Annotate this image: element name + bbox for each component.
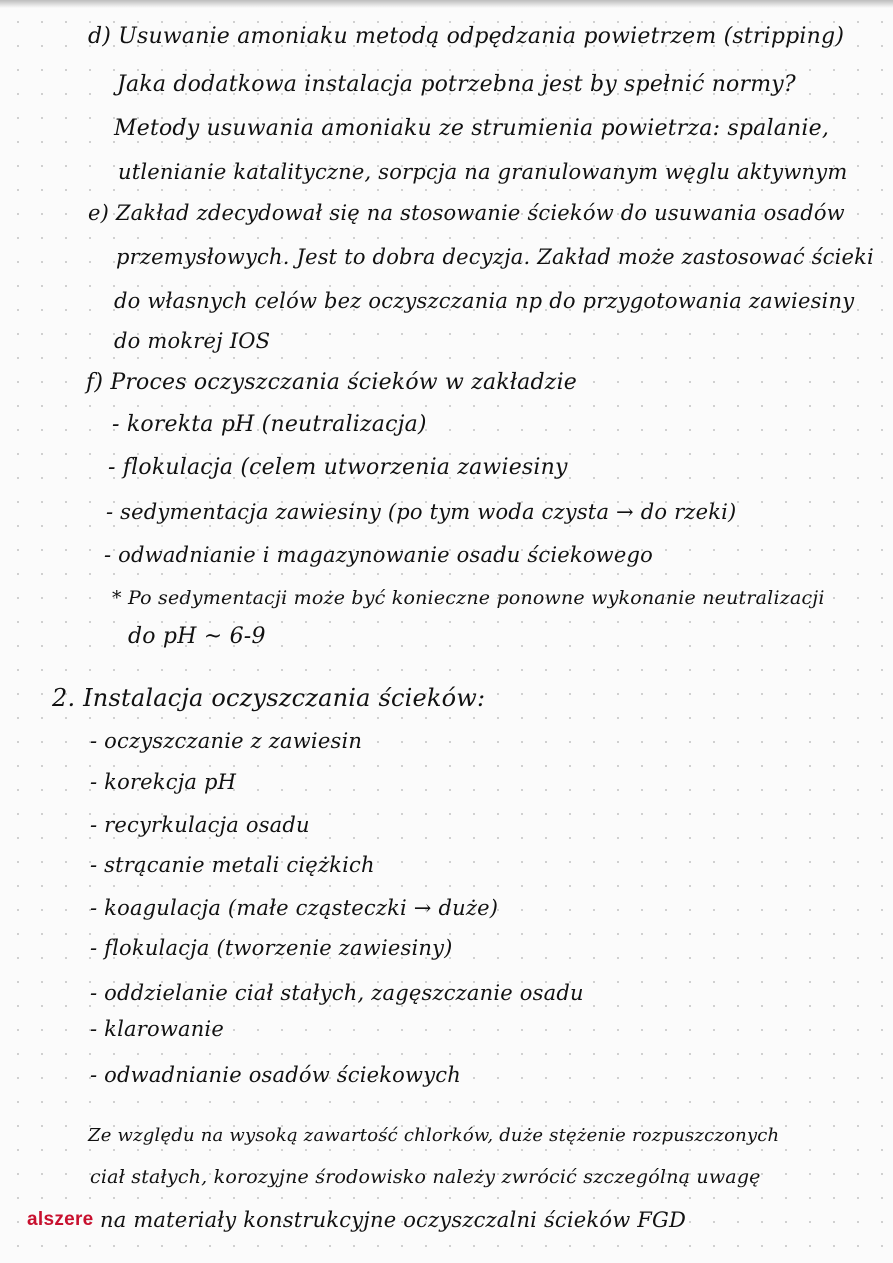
page-top-edge xyxy=(0,0,893,8)
text-line: Metody usuwania amoniaku ze strumienia powietrza: spalanie, xyxy=(114,116,830,141)
list-item: - oczyszczanie z zawiesin xyxy=(90,729,363,753)
text-line: Jaka dodatkowa instalacja potrzebna jest by spełnić normy? xyxy=(117,72,796,97)
note-line: * Po sedymentacji może być konieczne ponowne wykonanie neutralizacji xyxy=(112,587,825,609)
text-line: na materiały konstrukcyjne oczyszczalni ścieków FGD xyxy=(100,1208,687,1232)
list-item: - odwadnianie osadów ściekowych xyxy=(90,1063,461,1087)
list-item: - sedymentacja zawiesiny (po tym woda czysta → do rzeki) xyxy=(106,500,737,524)
text-line: Ze względu na wysoką zawartość chlorków, duże stężenie rozpuszczonych xyxy=(88,1125,780,1146)
watermark-logo: alszere xyxy=(27,1209,94,1230)
list-item: - koagulacja (małe cząsteczki → duże) xyxy=(90,896,499,920)
text-line: utlenianie katalityczne, sorpcja na granulowanym węglu aktywnym xyxy=(118,160,848,184)
note-line: do pH ~ 6-9 xyxy=(128,624,266,649)
text-line: przemysłowych. Jest to dobra decyzja. Zakład może zastosować ścieki xyxy=(116,245,874,269)
list-item: - odwadnianie i magazynowanie osadu ściekowego xyxy=(104,543,653,567)
list-item: - recyrkulacja osadu xyxy=(90,813,310,837)
list-item: - oddzielanie ciał stałych, zagęszczanie osadu xyxy=(90,981,584,1005)
list-item: - korekta pH (neutralizacja) xyxy=(112,412,427,437)
text-line: f) Proces oczyszczania ścieków w zakładzie xyxy=(86,370,578,395)
list-item: - flokulacja (celem utworzenia zawiesiny xyxy=(108,455,568,480)
text-line: ciał stałych, korozyjne środowisko należy zwrócić szczególną uwagę xyxy=(90,1166,761,1188)
text-line: d) Usuwanie amoniaku metodą odpędzania powietrzem (stripping) xyxy=(88,24,845,49)
text-line: do mokrej IOS xyxy=(114,329,271,353)
text-line: e) Zakład zdecydował się na stosowanie ścieków do usuwania osadów xyxy=(88,201,845,225)
list-item: - klarowanie xyxy=(90,1017,224,1041)
list-item: - flokulacja (tworzenie zawiesiny) xyxy=(90,936,453,960)
list-item: - strącanie metali ciężkich xyxy=(90,853,375,877)
section-heading: 2. Instalacja oczyszczania ścieków: xyxy=(52,684,486,712)
list-item: - korekcja pH xyxy=(90,770,237,794)
text-line: do własnych celów bez oczyszczania np do przygotowania zawiesiny xyxy=(114,289,855,313)
